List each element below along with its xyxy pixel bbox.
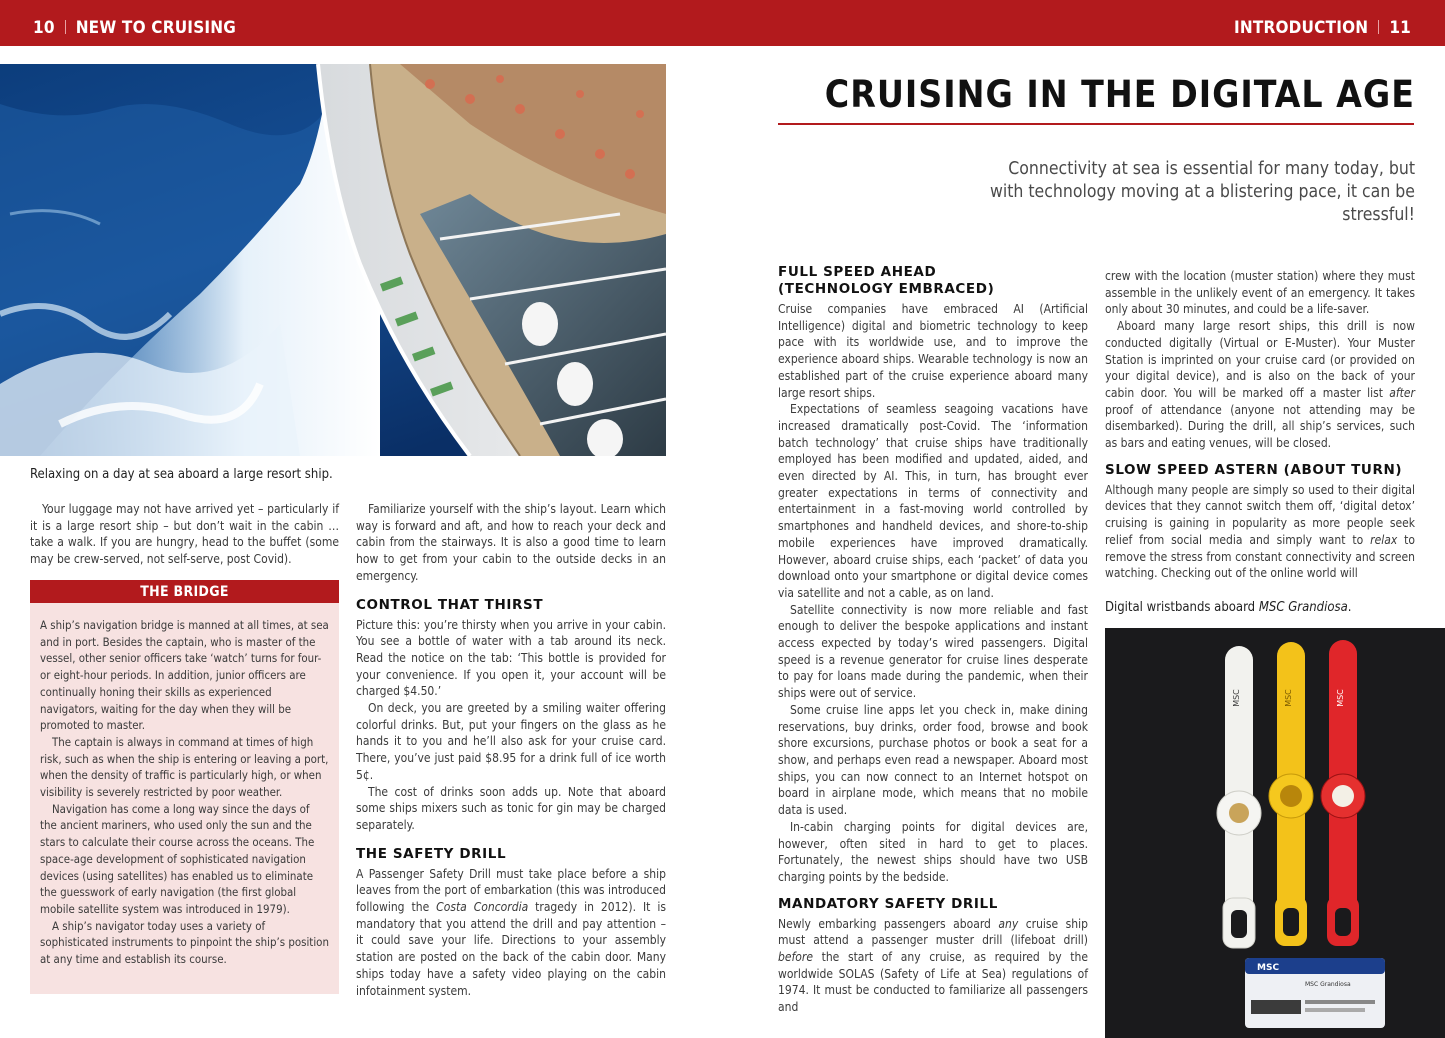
full-speed-paragraph: Satellite connectivity is now more reliable and fast enough to deliver the bespoke applications and instant access expected by today’s wired passengers. Digital speed is a revenue generator for cruise lines desperate to pay for loans made during the pandemic, when their ships were out of service. [778, 602, 1088, 701]
left-running-head [33, 0, 236, 46]
header-divider [1378, 20, 1379, 34]
article-title: CRUISING IN THE DIGITAL AGE [824, 73, 1415, 116]
the-bridge-sidebar [30, 580, 339, 994]
mandatory-drill-paragraph: crew with the location (muster station) where they must assemble in the unlikely event of an emergency. It takes only about 30 minutes, and could be a life-saver. [1105, 269, 1415, 317]
safety-drill-paragraph: A Passenger Safety Drill must take place before a ship leaves from the port of embarkation (this was introduced following the Costa Concordia tragedy in 2012). It is mandatory that you attend the drill and pay attention – it could save your life. Directions to your assembly station are posted on the back of the cabin door. Many ships today have a safety video playing on the cabin infotainment system. [356, 866, 666, 998]
full-speed-heading: FULL SPEED AHEAD (TECHNOLOGY EMBRACED) [778, 264, 995, 297]
wristband-photo-caption: Digital wristbands aboard MSC Grandiosa. [1105, 600, 1352, 615]
sidebar-paragraph: The captain is always in command at times of high risk, such as when the ship is entering or leaving a port, when the density of traffic is particularly high, or when visibility is severely restricted by poor weather. [40, 734, 329, 800]
intro-paragraph: Your luggage may not have arrived yet – particularly if it is a large resort ship – but don’t wait in the cabin … take a walk. If you are hungry, head to the buffet (some may be crew-served, not self-serve, post Covid). [30, 502, 339, 567]
control-thirst-heading: CONTROL THAT THIRST [356, 596, 544, 613]
mandatory-drill-paragraph: Aboard many large resort ships, this drill is now conducted digitally (Virtual or E-Muster). Your Muster Station is imprinted on your cruise card (or provided on your digital device), and is also on the back of your cabin door. You will be marked off a master list after proof of attendance (anyone not attending may be disembarked). During the drill, all ship’s services, such as bars and eating venues, will be closed. [1105, 319, 1415, 451]
control-thirst-paragraph: Picture this: you’re thirsty when you arrive in your cabin. You see a bottle of water with a tab around its neck. Read the notice on the tab: ‘This bottle is provided for your convenience. If you open it, your account will be charged $4.50.’ [356, 617, 666, 699]
right-section-title: INTRODUCTION [1233, 18, 1369, 38]
slow-speed-heading: SLOW SPEED ASTERN (ABOUT TURN) [1105, 461, 1403, 478]
full-speed-paragraph: Some cruise line apps let you check in, make dining reservations, buy drinks, order food, browse and book shore excursions, purchase photos or book a seat for a show, and perhaps even read a newspaper. Aboard most ships, you can now connect to an Internet hotspot on board in airplane mode, which means that no mobile data is used. [778, 702, 1088, 818]
control-thirst-paragraph: On deck, you are greeted by a smiling waiter offering colorful drinks. But, put your fingers on the glass as he hands it to you and he’ll also ask for your cruise card. There, you’ve just paid $8.95 for a drink full of ice worth 5¢. [356, 701, 666, 782]
sidebar-title: THE BRIDGE [30, 580, 339, 603]
wristband-label: MSC [1336, 689, 1345, 707]
digital-wristbands-photo [1105, 628, 1445, 1038]
right-running-head [1234, 0, 1411, 46]
card-ship-name: MSC Grandiosa [1305, 981, 1351, 988]
safety-drill-heading: THE SAFETY DRILL [356, 845, 507, 862]
standfirst: Connectivity at sea is essential for many today, but with technology moving at a blistering pace, it can be stressful! [989, 159, 1415, 225]
left-page-number: 10 [33, 18, 55, 38]
cruise-ship-deck-photo [0, 64, 666, 456]
sidebar-paragraph: A ship’s navigation bridge is manned at all times, at sea and in port. Besides the captain, who is master of the vessel, other senior officers take ‘watch’ turns for four- or eight-hour periods. In addition, junior officers are continually honing their skills as experienced navigators, waiting for the day when they will be promoted to master. [40, 618, 329, 733]
header-divider [65, 20, 66, 34]
sidebar-paragraph: Navigation has come a long way since the days of the ancient mariners, who used only the sun and the stars to calculate their course across the oceans. The space-age development of sophisticated navigation devices (using satellites) has enabled us to eliminate the guesswork of early navigation (the first global mobile satellite system was introduced in 1979). [40, 801, 315, 916]
right-column-2 [1105, 268, 1415, 582]
photo-caption: Relaxing on a day at sea aboard a large resort ship. [30, 467, 333, 482]
sidebar-paragraph: A ship’s navigator today uses a variety of sophisticated instruments to pinpoint the ship’s position at any time and establish its course. [40, 918, 329, 967]
left-section-title: NEW TO CRUISING [75, 18, 237, 38]
right-column-1 [778, 264, 1088, 1016]
right-page-number: 11 [1389, 18, 1411, 38]
full-speed-paragraph: Expectations of seamless seagoing vacations have increased dramatically post-Covid. The ‘information batch technology’ that cruise ships have traditionally employed has been modified and updated, aided, and even directed by AI. This, in turn, has brought ever greater expectations in terms of connectivity and entertainment in a fast-moving world controlled by smartphones and handheld devices, and shore-to-ship mobile experiences have improved dramatically. However, aboard cruise ships, each ‘packet’ of data you download onto your smartphone or digital device comes via satellite and not a cable, as on land. [778, 402, 1088, 600]
full-speed-paragraph: Cruise companies have embraced AI (Artificial Intelligence) digital and biometric technology to keep pace with its worldwide use, and to improve the experience aboard ships. Wearable technology is now an established part of the cruise experience aboard many large resort ships. [778, 302, 1088, 400]
title-underline [778, 123, 1414, 125]
mandatory-drill-paragraph: Newly embarking passengers aboard any cruise ship must attend a passenger muster drill (lifeboat drill) before the start of any cruise, as required by the worldwide SOLAS (Safety of Life at Sea) regulations of 1974. It must be conducted to familiarize all passengers and [778, 916, 1088, 1015]
control-thirst-paragraph: The cost of drinks soon adds up. Note that aboard some ships mixers such as tonic for gin may be charged separately. [356, 784, 666, 832]
card-brand: MSC [1257, 963, 1280, 973]
slow-speed-paragraph: Although many people are simply so used to their digital devices that they cannot switch them off, ‘digital detox’ cruising is gaining in popularity as more people seek relief from social media and simply want to relax to remove the stress from constant connectivity and screen watching. Checking out of the online world will [1105, 482, 1416, 581]
left-column-1 [30, 501, 339, 568]
full-speed-paragraph: In-cabin charging points for digital devices are, however, often sited in hard to get to places. Fortunately, the newest ships should have two USB charging points by the bedside. [778, 819, 1088, 884]
sidebar-body [30, 603, 339, 968]
mandatory-drill-heading: MANDATORY SAFETY DRILL [778, 895, 998, 912]
wristband-label: MSC [1284, 689, 1293, 707]
left-column-2 [356, 501, 666, 999]
wristband-label: MSC [1232, 689, 1241, 707]
layout-paragraph: Familiarize yourself with the ship’s layout. Learn which way is forward and aft, and how to reach your deck and cabin from the stairways. It is also a good time to learn how to get from your cabin to the outside decks in an emergency. [356, 502, 666, 583]
